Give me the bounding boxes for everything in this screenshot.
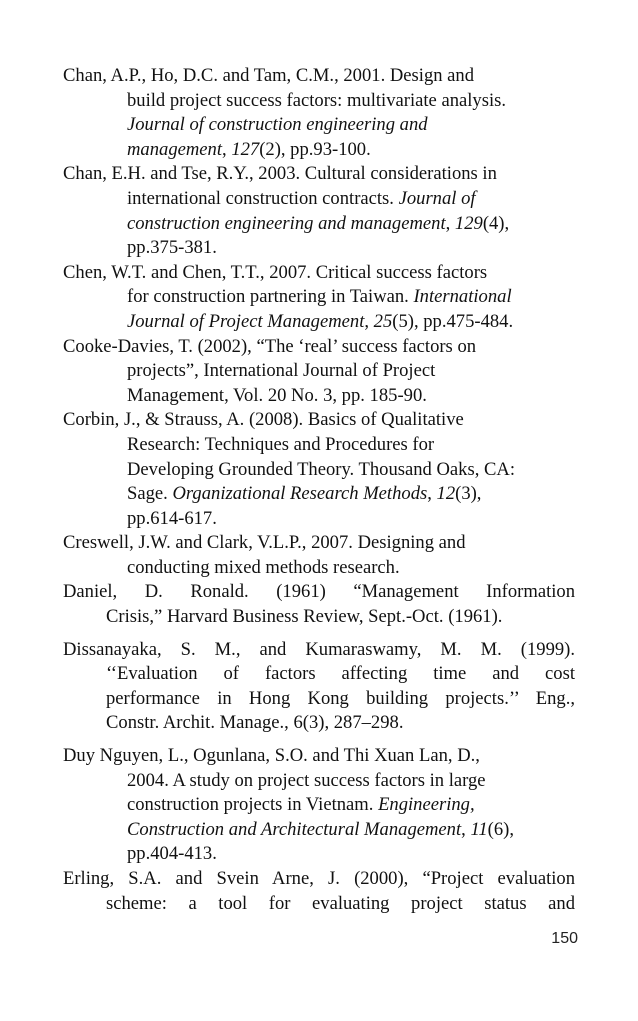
reference-line: [63, 162, 575, 187]
reference-entry: [63, 531, 575, 580]
text-run: construction projects in Vietnam.: [127, 794, 379, 816]
reference-line: [63, 892, 575, 917]
text-run: ,: [427, 483, 437, 505]
italic-text: Engineering,: [378, 794, 475, 816]
reference-line: [63, 310, 575, 335]
reference-line: [63, 842, 575, 867]
text-run: 2004. A study on project success factors in large: [127, 769, 486, 791]
text-run: Research: Techniques and Procedures for: [127, 433, 435, 455]
text-run: pp.614-617.: [127, 507, 217, 529]
reference-line: [63, 556, 575, 581]
text-run: build project success factors: multivariate analysis.: [127, 89, 506, 111]
reference-line: [63, 212, 575, 237]
text-run: Daniel, D. Ronald. (1961) “Management Information: [63, 581, 575, 603]
text-run: Developing Grounded Theory. Thousand Oaks, CA:: [127, 458, 515, 480]
reference-line: [63, 433, 575, 458]
reference-entry: [63, 335, 575, 409]
text-run: (2), pp.93-100.: [259, 138, 371, 160]
reference-line: [63, 138, 575, 163]
text-run: Chan, A.P., Ho, D.C. and Tam, C.M., 2001. Design and: [63, 65, 475, 86]
reference-line: [63, 335, 575, 360]
reference-line: [63, 408, 575, 433]
page-number: 150: [551, 930, 578, 947]
text-run: ,: [461, 818, 471, 840]
reference-line: [63, 662, 575, 687]
italic-text: International: [413, 286, 512, 308]
italic-text: Journal of Project Management: [127, 310, 365, 332]
reference-line: [63, 64, 575, 89]
italic-text: Journal of construction engineering and: [127, 114, 428, 136]
text-run: (5), pp.475-484.: [392, 310, 514, 332]
reference-line: [63, 89, 575, 114]
text-run: pp.404-413.: [127, 843, 217, 865]
reference-line: [63, 605, 575, 630]
text-run: Cooke-Davies, T. (2002), “The ‘real’ success factors on: [63, 335, 477, 357]
reference-line: [63, 113, 575, 138]
reference-line: [63, 580, 575, 605]
italic-text: construction engineering and management: [127, 212, 446, 234]
text-run: ,: [445, 212, 455, 234]
reference-line: [63, 285, 575, 310]
italic-text: 12: [436, 483, 456, 505]
text-run: (3),: [455, 483, 482, 505]
text-run: Crisis,” Harvard Business Review, Sept.-Oct. (1961).: [106, 606, 503, 628]
text-run: Creswell, J.W. and Clark, V.L.P., 2007. Designing and: [63, 532, 466, 554]
text-run: (4),: [482, 212, 510, 234]
text-run: pp.375-381.: [127, 237, 217, 259]
reference-line: [63, 482, 575, 507]
reference-line: [63, 769, 575, 794]
reference-line: [63, 507, 575, 532]
reference-line: [63, 458, 575, 483]
reference-entry: [63, 580, 575, 629]
reference-entry: [63, 867, 575, 916]
reference-line: [63, 711, 575, 736]
text-run: Chan, E.H. and Tse, R.Y., 2003. Cultural considerations in: [63, 163, 497, 185]
text-run: conducting mixed methods research.: [127, 556, 400, 578]
reference-line: [63, 818, 575, 843]
text-run: scheme: a tool for evaluating project status and: [106, 892, 575, 914]
reference-entry: [63, 261, 575, 335]
reference-line: [63, 359, 575, 384]
italic-text: 11: [470, 818, 488, 840]
text-run: Corbin, J., & Strauss, A. (2008). Basics of Qualitative: [63, 409, 464, 431]
text-run: Duy Nguyen, L., Ogunlana, S.O. and Thi Xuan Lan, D.,: [63, 745, 480, 767]
reference-list: [63, 64, 575, 916]
text-run: Constr. Archit. Manage., 6(3), 287–298.: [106, 712, 404, 734]
text-run: performance in Hong Kong building projects.’’ Eng.,: [106, 687, 575, 709]
reference-entry: [63, 638, 575, 736]
italic-text: 127: [231, 138, 260, 160]
reference-line: [63, 744, 575, 769]
reference-entry: [63, 64, 575, 162]
text-run: projects”, International Journal of Project: [127, 360, 436, 382]
reference-line: [63, 187, 575, 212]
reference-line: [63, 867, 575, 892]
text-run: ,: [364, 310, 374, 332]
italic-text: Organizational Research Methods: [172, 483, 428, 505]
text-run: Sage.: [127, 483, 173, 505]
italic-text: Construction and Architectural Management: [127, 818, 462, 840]
italic-text: 129: [454, 212, 483, 234]
text-run: Chen, W.T. and Chen, T.T., 2007. Critical success factors: [63, 261, 488, 283]
text-run: Erling, S.A. and Svein Arne, J. (2000), “Project evaluation: [63, 868, 575, 889]
italic-text: management: [127, 138, 223, 160]
reference-line: [63, 261, 575, 286]
reference-line: [63, 687, 575, 712]
text-run: ‘‘Evaluation of factors affecting time and cost: [106, 663, 575, 685]
reference-line: [63, 384, 575, 409]
reference-line: [63, 531, 575, 556]
reference-entry: [63, 162, 575, 260]
text-run: international construction contracts.: [127, 187, 399, 209]
text-run: ,: [222, 138, 232, 160]
italic-text: Journal of: [398, 187, 476, 209]
text-run: (6),: [487, 818, 514, 840]
reference-entry: [63, 744, 575, 867]
reference-entry: [63, 408, 575, 531]
reference-line: [63, 236, 575, 261]
reference-line: [63, 638, 575, 663]
italic-text: 25: [373, 310, 393, 332]
text-run: Dissanayaka, S. M., and Kumaraswamy, M. M. (1999).: [63, 638, 575, 660]
text-run: for construction partnering in Taiwan.: [127, 286, 414, 308]
reference-line: [63, 793, 575, 818]
text-run: Management, Vol. 20 No. 3, pp. 185-90.: [127, 384, 427, 406]
